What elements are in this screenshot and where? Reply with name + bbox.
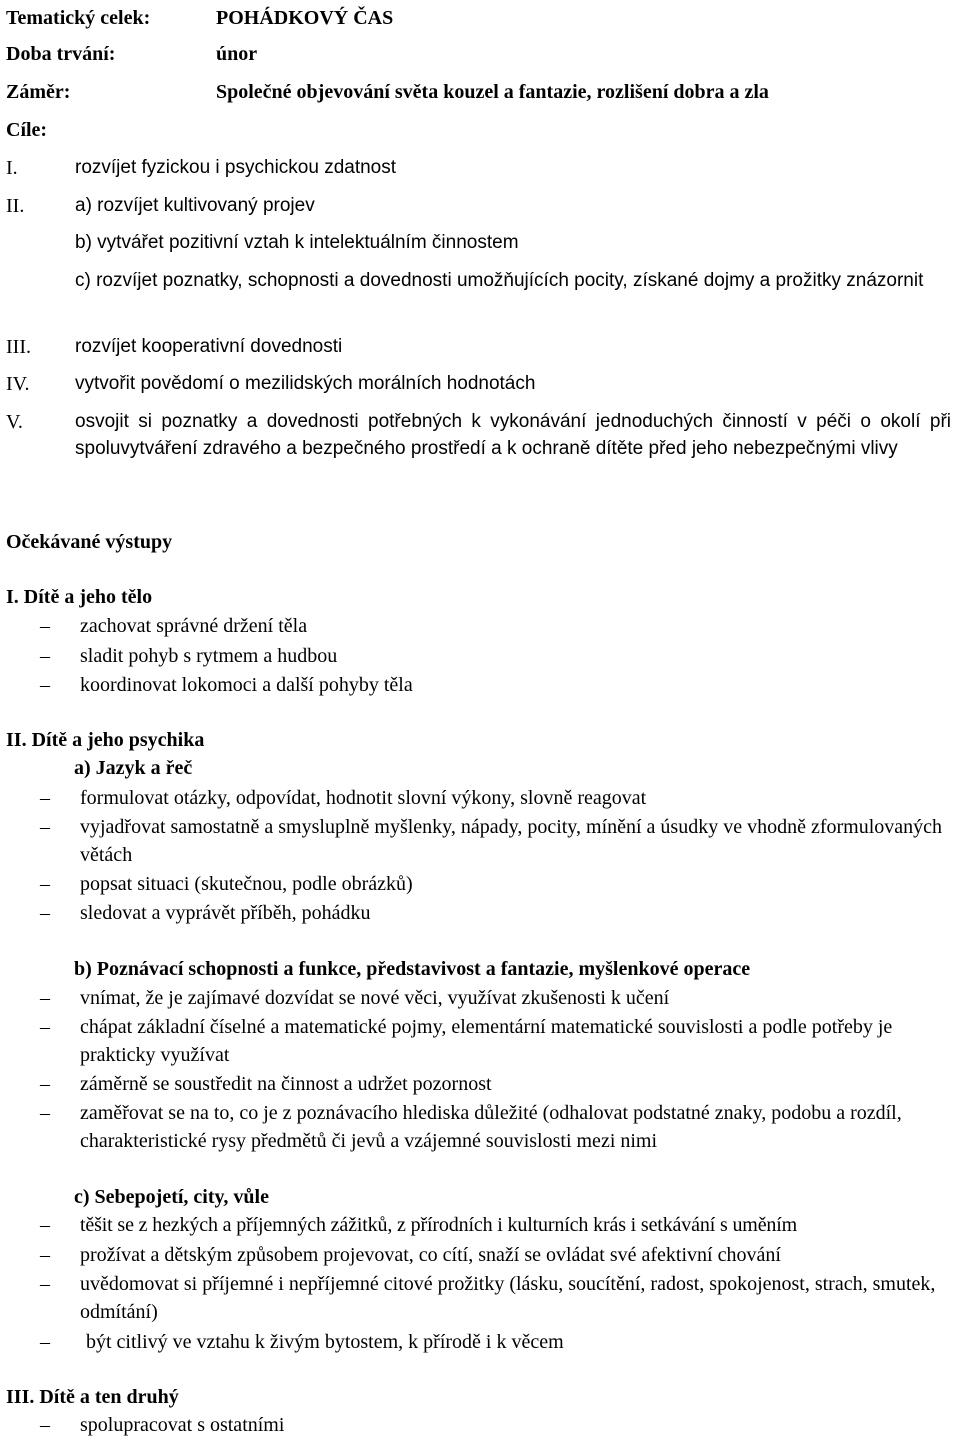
- dash-bullet: –: [40, 1016, 50, 1038]
- dash-bullet: –: [40, 1214, 50, 1236]
- dash-bullet: –: [40, 816, 50, 838]
- dash-bullet: –: [40, 1073, 50, 1095]
- outputs-heading: Očekávané výstupy: [6, 531, 173, 553]
- goal-numeral: III.: [6, 336, 31, 358]
- dash-bullet: –: [40, 615, 50, 637]
- dash-bullet: –: [40, 787, 50, 809]
- goal-text: rozvíjet kooperativní dovednosti: [75, 336, 343, 357]
- section-title: III. Dítě a ten druhý: [6, 1386, 179, 1408]
- dash-bullet: –: [40, 674, 50, 696]
- goal-text: c) rozvíjet poznatky, schopnosti a dovednosti umožňujících pocity, získané dojmy a prožitky znázornit: [75, 270, 924, 291]
- dash-bullet: –: [40, 873, 50, 895]
- goal-numeral: IV.: [6, 373, 30, 395]
- goal-text: a) rozvíjet kultivovaný projev: [75, 195, 315, 216]
- goals-label: Cíle:: [6, 119, 48, 141]
- subsection-title: b) Poznávací schopnosti a funkce, představivost a fantazie, myšlenkové operace: [74, 958, 751, 980]
- dash-bullet: –: [40, 987, 50, 1009]
- goal-text: rozvíjet fyzickou i psychickou zdatnost: [75, 157, 397, 178]
- dash-bullet: –: [40, 1331, 50, 1353]
- duration-label: Doba trvání:: [6, 43, 116, 65]
- dash-bullet: –: [40, 1244, 50, 1266]
- aim-label: Záměr:: [6, 81, 71, 103]
- aim-value: Společné objevování světa kouzel a fantazie, rozlišení dobra a zla: [216, 81, 769, 103]
- goal-text: b) vytvářet pozitivní vztah k intelektuálním činnostem: [75, 232, 519, 253]
- dash-bullet: –: [40, 902, 50, 924]
- goal-numeral: II.: [6, 195, 25, 217]
- goal-text: osvojit si poznatky a dovednosti potřebných k vykonávání jednoduchých činností v péči o okolí při spoluvytváření zdravého a bezpečného prostředí a k ochraně dítěte před jeho nebezpečnými vlivy: [75, 411, 951, 459]
- section-title: I. Dítě a jeho tělo: [6, 586, 153, 608]
- dash-bullet: –: [40, 1414, 50, 1436]
- dash-bullet: –: [40, 1102, 50, 1124]
- section-title: II. Dítě a jeho psychika: [6, 729, 205, 751]
- theme-label: Tematický celek:: [6, 7, 151, 29]
- goal-numeral: V.: [6, 411, 23, 433]
- subsection-title: c) Sebepojetí, city, vůle: [74, 1186, 269, 1208]
- dash-bullet: –: [40, 645, 50, 667]
- goal-text: vytvořit povědomí o mezilidských morálních hodnotách: [75, 373, 536, 394]
- duration-value: únor: [216, 43, 258, 65]
- goal-numeral: I.: [6, 157, 18, 179]
- dash-bullet: –: [40, 1273, 50, 1295]
- subsection-title: a) Jazyk a řeč: [74, 757, 193, 779]
- theme-value: POHÁDKOVÝ ČAS: [216, 7, 394, 29]
